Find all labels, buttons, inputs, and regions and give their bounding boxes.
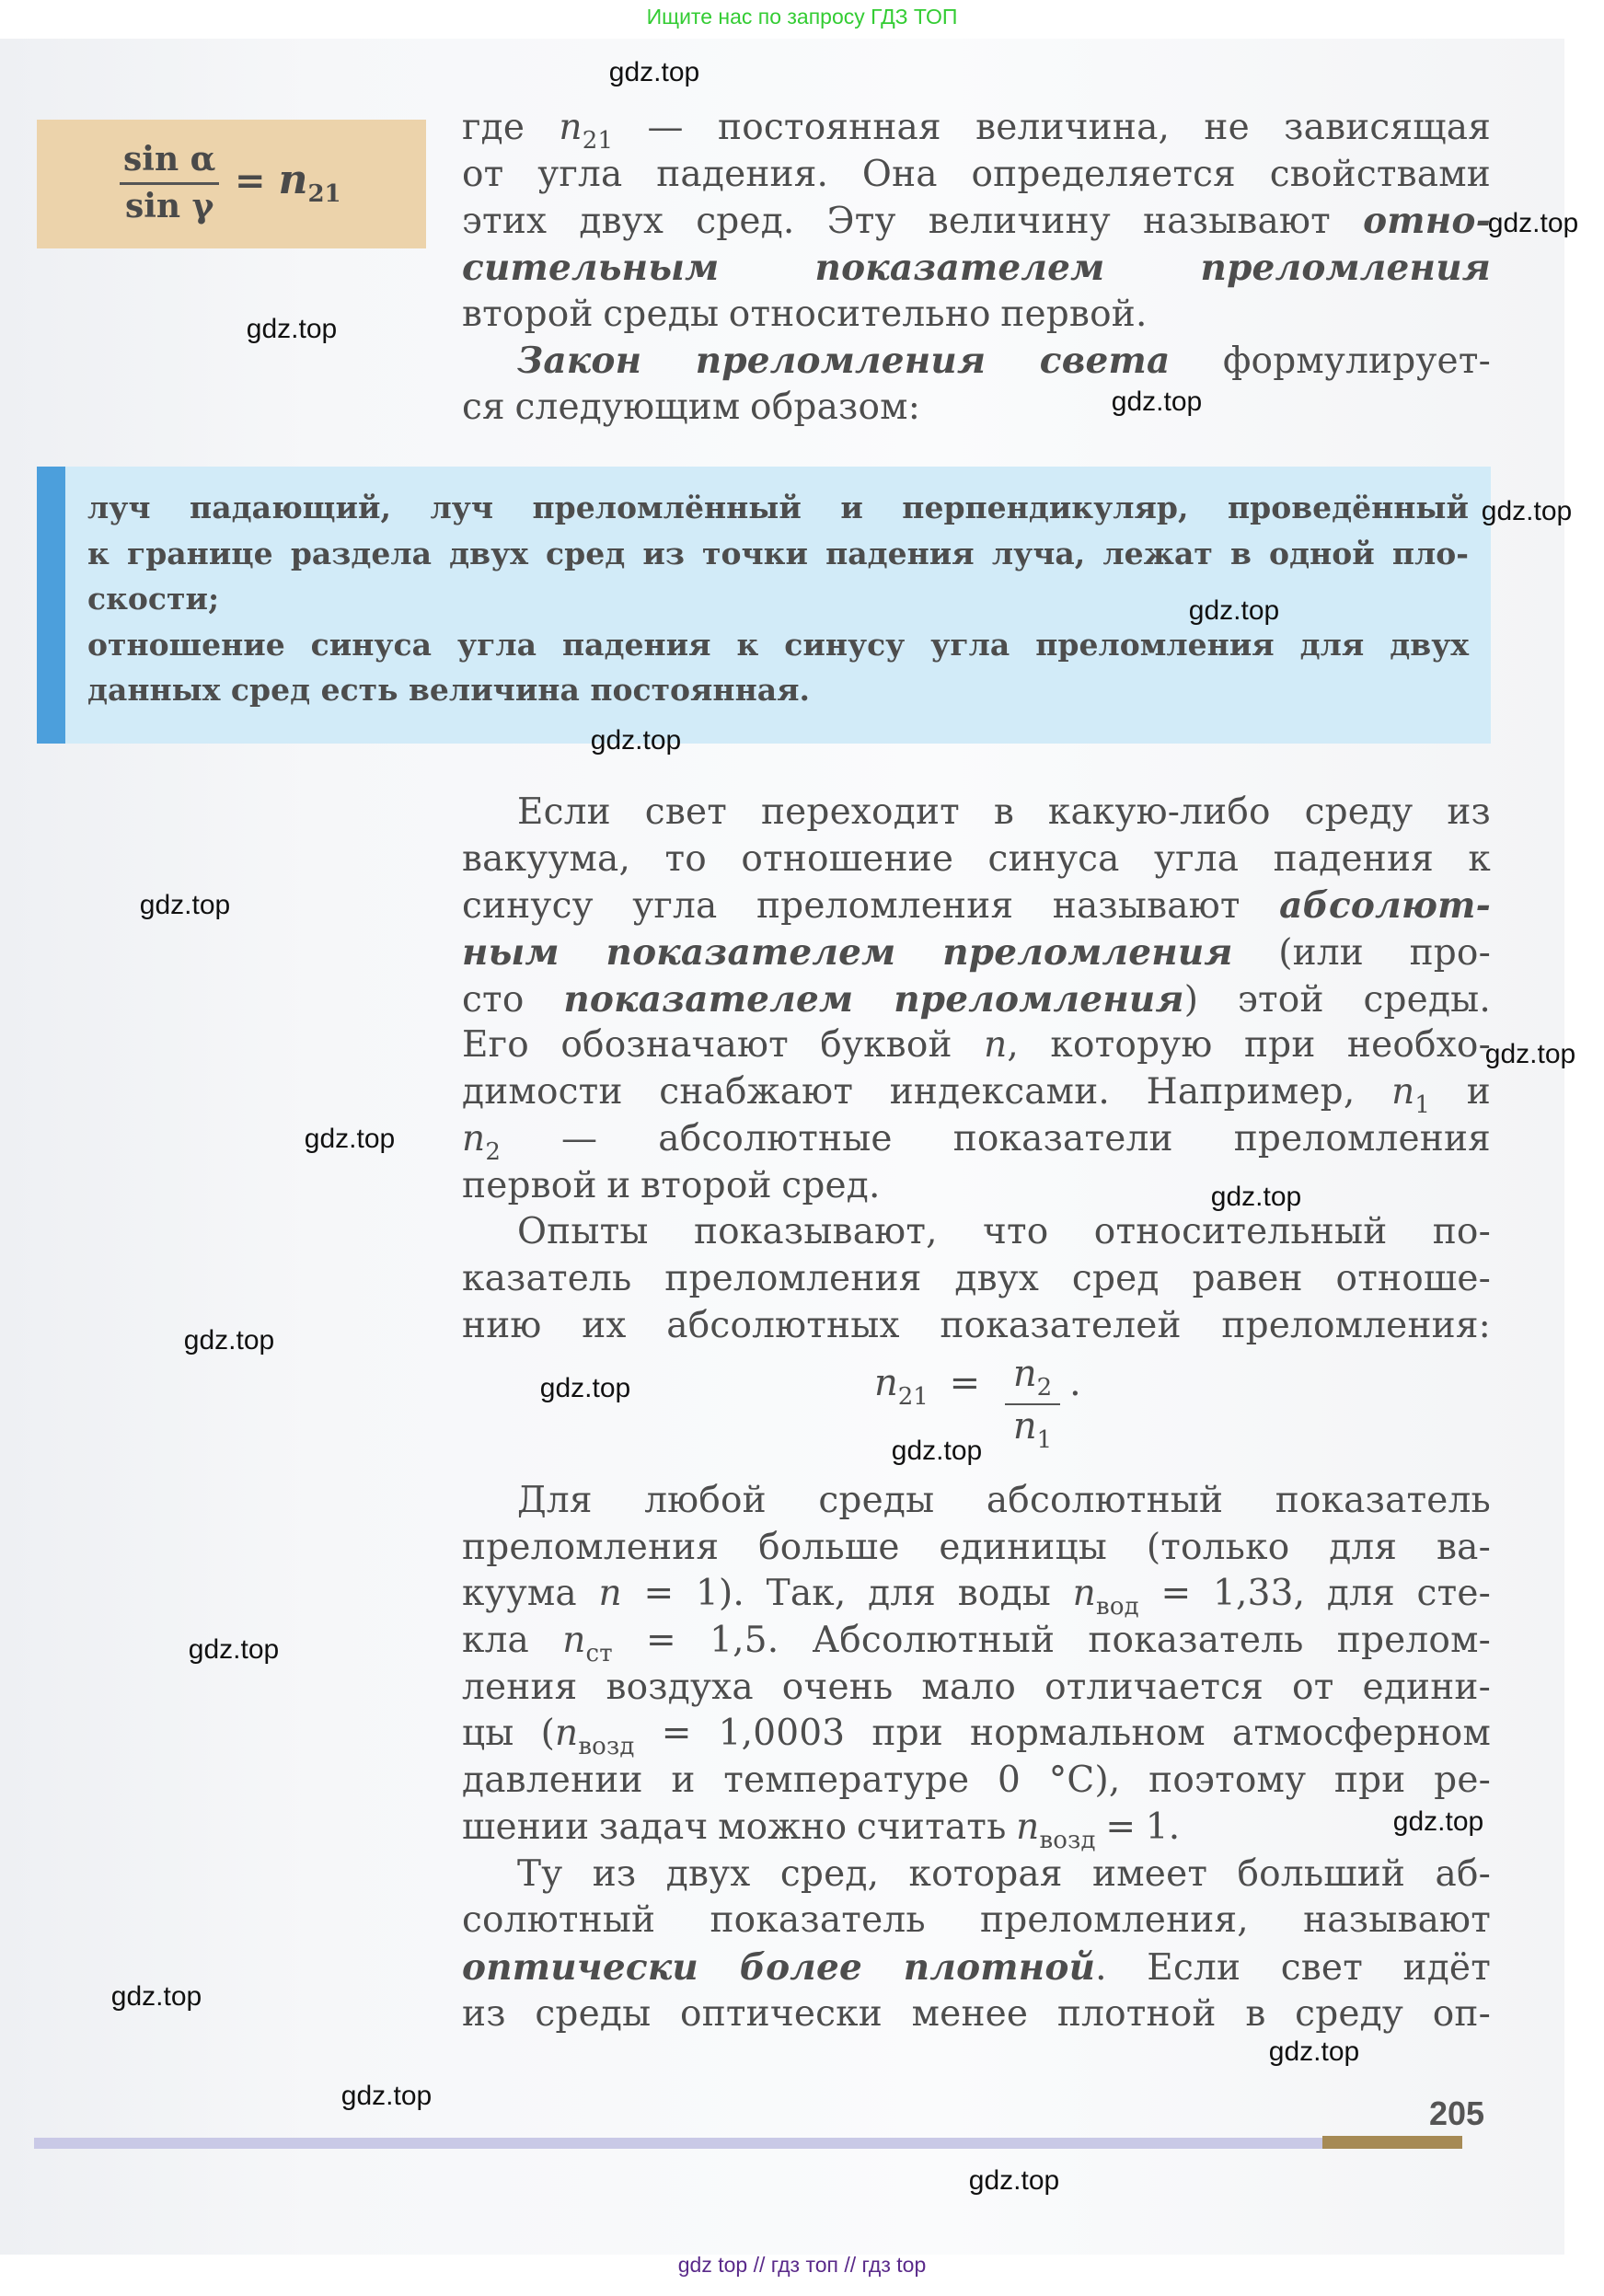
text-run: кла xyxy=(462,1620,563,1662)
paragraph-block-b xyxy=(462,790,1491,1349)
text-line xyxy=(462,1618,1491,1665)
watermark: gdz.top xyxy=(608,57,700,87)
search-hint-link[interactable]: Ищите нас по запросу ГДЗ ТОП xyxy=(646,5,958,29)
text-run: этих двух сред. Эту величину называют xyxy=(462,201,1364,243)
formula-result xyxy=(235,156,341,208)
watermark: gdz.top xyxy=(590,725,682,756)
text-run: к границе раздела двух сред из точки падения луча, лежат в одной пло- xyxy=(87,535,1469,571)
text-run: = 1,5. Абсолютный показатель прелом- xyxy=(612,1620,1491,1662)
text-run: Если свет переходит в какую-либо среду из xyxy=(517,791,1491,833)
ratio-den-sub: 1 xyxy=(1036,1426,1053,1454)
text-line xyxy=(462,385,1491,432)
text-run: димости снабжают индексами. Например, xyxy=(462,1071,1392,1113)
text-run: давлении и температуре 0 °С), поэтому при ре- xyxy=(462,1759,1491,1802)
text-line xyxy=(87,622,1469,668)
text-run: = 1,33, для сте- xyxy=(1138,1573,1491,1615)
text-run: первой и второй сред. xyxy=(462,1164,881,1206)
text-line xyxy=(462,836,1491,883)
text-line xyxy=(462,1022,1491,1069)
subscript: 21 xyxy=(582,127,614,152)
emphasized-term: ным показателем преломления xyxy=(462,931,1233,975)
math-variable: n xyxy=(555,1713,579,1755)
page-number: 205 xyxy=(1429,2094,1485,2132)
text-run: ся следующим образом: xyxy=(462,387,921,429)
ratio-num-sub: 2 xyxy=(1036,1374,1053,1402)
subscript: вод xyxy=(1095,1593,1139,1619)
text-line xyxy=(462,152,1491,199)
math-variable: n xyxy=(559,107,583,148)
footer-rule xyxy=(34,2138,1322,2149)
watermark: gdz.top xyxy=(139,890,231,920)
text-run: скости; xyxy=(87,581,220,617)
watermark: gdz.top xyxy=(1268,2036,1360,2067)
text-run: Для любой среды абсолютный показатель xyxy=(517,1480,1491,1521)
text-line xyxy=(87,531,1469,577)
text-run: Опыты показывают, что относительный по- xyxy=(517,1211,1491,1253)
text-run: цы ( xyxy=(462,1713,556,1755)
subscript: ст xyxy=(585,1640,613,1665)
text-line xyxy=(462,1991,1491,2038)
text-run: где xyxy=(462,107,560,148)
text-run: вакуума, то отношение синуса угла падения к xyxy=(462,837,1491,880)
text-line xyxy=(462,1478,1491,1525)
text-run: солютный показатель преломления, называют xyxy=(462,1899,1491,1942)
watermark: gdz.top xyxy=(188,1634,280,1665)
ratio-fraction xyxy=(1005,1353,1060,1454)
text-run: второй среды относительно первой. xyxy=(462,293,1148,335)
text-run: — постоянная величина, не зависящая xyxy=(613,107,1491,148)
watermark: gdz.top xyxy=(246,314,338,344)
emphasized-term: показателем преломления xyxy=(563,977,1184,1021)
text-line xyxy=(462,1944,1491,1991)
text-line xyxy=(462,1852,1491,1898)
emphasized-term: сительным показателем преломления xyxy=(462,247,1491,290)
formula-box xyxy=(37,120,426,248)
watermark: gdz.top xyxy=(1210,1182,1302,1212)
ratio-period: . xyxy=(1069,1362,1081,1404)
watermark: gdz.top xyxy=(1111,387,1203,417)
math-variable: n xyxy=(984,1024,1008,1067)
emphasized-term: отно- xyxy=(1363,200,1491,243)
text-run: синусу угла преломления называют xyxy=(462,885,1280,928)
watermark: gdz.top xyxy=(891,1436,983,1466)
ratio-den: n xyxy=(1012,1405,1037,1448)
text-line xyxy=(462,338,1491,385)
math-variable: n xyxy=(1016,1806,1040,1848)
text-run: куума xyxy=(462,1573,599,1615)
text-line xyxy=(462,929,1491,976)
text-line xyxy=(462,976,1491,1023)
ratio-lhs: n xyxy=(874,1362,898,1404)
text-line xyxy=(462,1209,1491,1256)
text-line xyxy=(87,485,1469,531)
subscript: возд xyxy=(578,1733,635,1759)
text-line xyxy=(462,1525,1491,1572)
text-run: сто xyxy=(462,978,564,1021)
text-run: . Если свет идёт xyxy=(1095,1946,1491,1989)
text-line xyxy=(462,1116,1491,1163)
text-line xyxy=(462,1163,1491,1210)
watermark: gdz.top xyxy=(539,1373,631,1403)
formula-subscript: 21 xyxy=(307,180,341,208)
text-run: (или про- xyxy=(1232,932,1491,975)
ratio-num: n xyxy=(1012,1353,1037,1395)
text-run: шении задач можно считать xyxy=(462,1806,1017,1848)
text-line xyxy=(462,1898,1491,1944)
watermark: gdz.top xyxy=(340,2081,433,2111)
subscript: 2 xyxy=(485,1137,502,1163)
text-line xyxy=(462,292,1491,339)
text-run: формулирует- xyxy=(1170,340,1491,383)
footer-rule-accent xyxy=(1322,2136,1462,2149)
text-line xyxy=(462,1758,1491,1805)
law-box-accent-stripe xyxy=(37,467,65,744)
sine-ratio-fraction xyxy=(120,140,219,225)
text-run: из среды оптически менее плотной в среду оп- xyxy=(462,1992,1491,2035)
paragraph-block-a xyxy=(462,105,1491,432)
text-run: Его обозначают буквой xyxy=(462,1024,985,1067)
math-variable: n xyxy=(598,1573,622,1615)
math-variable: n xyxy=(462,1117,486,1160)
text-line xyxy=(462,1303,1491,1350)
watermark: gdz.top xyxy=(968,2165,1060,2196)
math-variable: n xyxy=(562,1620,586,1662)
text-line xyxy=(462,1805,1491,1852)
text-run: ) этой среды. xyxy=(1183,978,1491,1021)
text-line xyxy=(462,198,1491,245)
equals-sign: = xyxy=(235,159,266,202)
text-run: , которую при необхо- xyxy=(1007,1024,1491,1067)
footer-links[interactable]: gdz top // гдз топ // гдз top xyxy=(677,2253,927,2277)
subscript: возд xyxy=(1039,1826,1096,1852)
formula-variable: n xyxy=(278,156,308,203)
text-line xyxy=(462,245,1491,292)
text-run: — абсолютные показатели преломления xyxy=(501,1117,1491,1160)
text-run: данных сред есть величина постоянная. xyxy=(87,672,810,708)
watermark: gdz.top xyxy=(1481,496,1573,526)
watermark: gdz.top xyxy=(1188,595,1280,626)
text-line xyxy=(462,1711,1491,1758)
text-line xyxy=(87,667,1469,713)
text-run: и xyxy=(1430,1071,1491,1113)
emphasized-term: оптически более плотной xyxy=(462,1945,1096,1989)
text-run: нию их абсолютных показателей преломления: xyxy=(462,1304,1491,1346)
text-run: = 1. xyxy=(1095,1806,1181,1848)
text-line xyxy=(462,105,1491,152)
watermark: gdz.top xyxy=(304,1124,396,1154)
text-run: ления воздуха очень мало отличается от едини- xyxy=(462,1666,1491,1708)
emphasized-term: абсолют- xyxy=(1279,884,1491,928)
watermark: gdz.top xyxy=(110,1981,202,2012)
math-variable: n xyxy=(1072,1573,1096,1615)
watermark: gdz.top xyxy=(1487,208,1579,238)
text-line xyxy=(462,790,1491,836)
text-line xyxy=(462,1571,1491,1618)
text-run: = 1). Так, для воды xyxy=(621,1573,1073,1615)
subscript: 1 xyxy=(1414,1091,1431,1116)
watermark: gdz.top xyxy=(1392,1806,1484,1837)
text-line xyxy=(462,1256,1491,1303)
text-run: преломления больше единицы (только для ва- xyxy=(462,1526,1491,1568)
text-line xyxy=(462,1665,1491,1712)
math-variable: n xyxy=(1391,1071,1415,1113)
ratio-lhs-sub: 21 xyxy=(897,1383,929,1411)
paragraph-block-c xyxy=(462,1478,1491,2037)
watermark: gdz.top xyxy=(1484,1039,1576,1069)
fraction-denominator: sin γ xyxy=(124,187,214,225)
text-run: = 1,0003 при нормальном атмосферном xyxy=(634,1713,1491,1755)
text-run: отношение синуса угла падения к синусу угла преломления для двух xyxy=(87,626,1469,663)
text-line xyxy=(462,883,1491,929)
text-run: луч падающий, луч преломлённый и перпендикуляр, проведённый xyxy=(87,490,1469,525)
text-run: от угла падения. Она определяется свойствами xyxy=(462,153,1491,195)
emphasized-term: Закон преломления света xyxy=(517,340,1171,383)
ratio-equals: = xyxy=(949,1362,981,1404)
text-run: Ту из двух сред, которая имеет больший аб- xyxy=(517,1852,1491,1895)
watermark: gdz.top xyxy=(183,1325,275,1356)
fraction-numerator: sin α xyxy=(120,140,219,185)
text-line xyxy=(462,1069,1491,1116)
text-run: казатель преломления двух сред равен отноше- xyxy=(462,1257,1491,1299)
